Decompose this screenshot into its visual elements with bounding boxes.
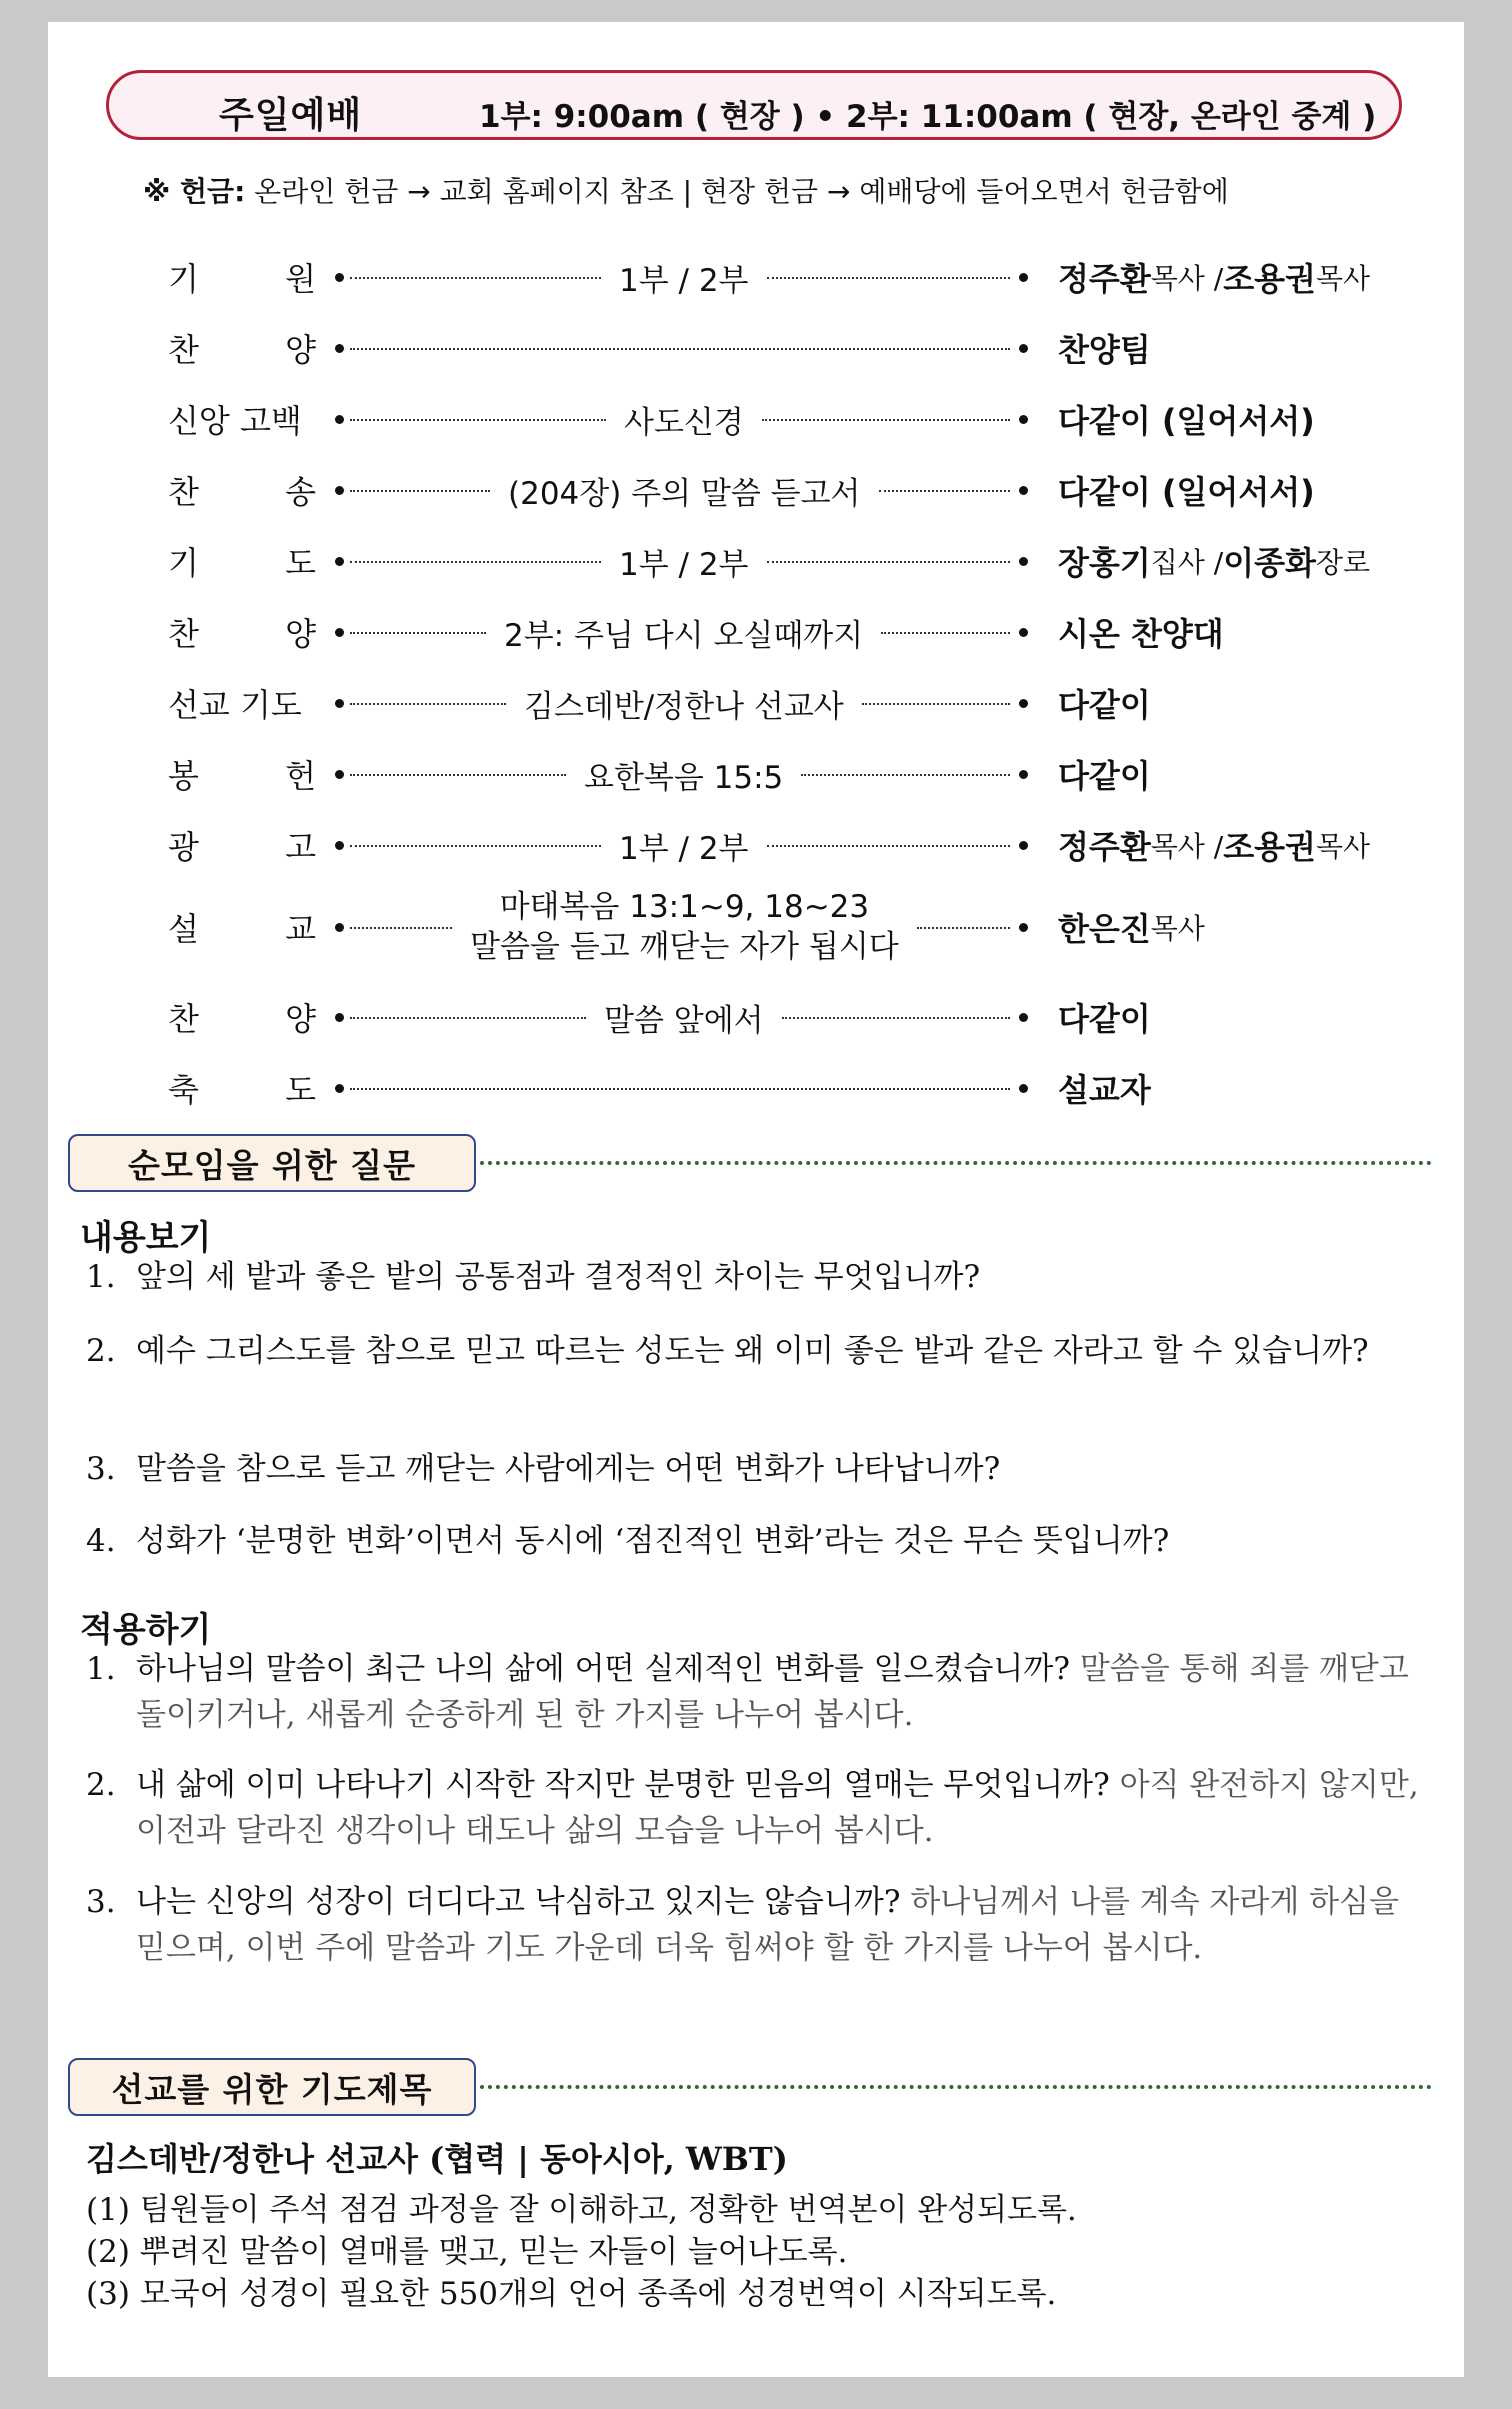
service-row — [48, 744, 1464, 804]
service-item-leader: 찬양팀 — [1058, 331, 1151, 369]
bullet-dot — [1019, 1013, 1028, 1022]
bullet-dot — [335, 486, 344, 495]
section-divider — [480, 2085, 1432, 2089]
service-item-detail: 1부 / 2부 — [619, 546, 749, 583]
dotted-leader — [762, 419, 1010, 421]
dotted-leader — [881, 632, 1010, 634]
dotted-leader — [350, 703, 506, 705]
section-divider — [480, 1161, 1432, 1165]
service-row — [48, 460, 1464, 520]
service-row — [48, 389, 1464, 449]
dotted-leader — [879, 490, 1011, 492]
service-item-label: 선교 기도 — [168, 686, 302, 724]
service-item-detail: 김스데반/정한나 선교사 — [524, 688, 844, 725]
bullet-dot — [335, 628, 344, 637]
service-item-label: 기 도 — [168, 544, 316, 582]
service-item-label: 신앙 고백 — [168, 402, 302, 440]
dotted-leader — [917, 927, 1010, 929]
bullet-dot — [1019, 699, 1028, 708]
bullet-dot — [335, 415, 344, 424]
service-item-label: 찬 양 — [168, 331, 316, 369]
service-row — [48, 887, 1464, 967]
bullet-dot — [1019, 273, 1028, 282]
dotted-leader — [350, 845, 601, 847]
bullet-dot — [335, 770, 344, 779]
review-question: 4. 성화가 ‘분명한 변화’이면서 동시에 ‘점진적인 변화’라는 것은 무슨 뜻입니까? — [86, 1523, 1170, 1559]
bullet-dot — [1019, 344, 1028, 353]
bulletin-page — [48, 22, 1464, 2377]
bullet-dot — [1019, 1084, 1028, 1093]
service-row — [48, 247, 1464, 307]
dotted-leader — [350, 927, 452, 929]
service-item-label: 찬 양 — [168, 615, 316, 653]
service-item-detail: 마태복음 13:1~9, 18~23 말씀을 듣고 깨닫는 자가 됩시다 — [470, 889, 899, 965]
bullet-dot — [1019, 841, 1028, 850]
review-title: 내용보기 — [80, 1218, 212, 1258]
bullet-dot — [335, 557, 344, 566]
apply-question: 3. 나는 신앙의 성장이 더디다고 낙심하고 있지는 않습니까? 하나님께서 나를 계속 자라게 하심을 믿으며, 이번 주에 말씀과 기도 가운데 더욱 힘써야 할 한 가지를 나누어 봅시다. — [86, 1884, 1399, 1966]
worship-times: 1부: 9:00am ( 현장 ) • 2부: 11:00am ( 현장, 온라인 중계 ) — [479, 99, 1377, 135]
dotted-leader — [350, 561, 601, 563]
bullet-dot — [335, 1013, 344, 1022]
dotted-leader — [767, 561, 1011, 563]
bullet-dot — [1019, 770, 1028, 779]
service-item-leader: 시온 찬양대 — [1058, 615, 1224, 653]
dotted-leader — [350, 348, 1010, 350]
mission-section-title: 선교를 위한 기도제목 — [68, 2058, 476, 2116]
apply-question: 1. 하나님의 말씀이 최근 나의 삶에 어떤 실제적인 변화를 일으켰습니까? 말씀을 통해 죄를 깨닫고 돌이키거나, 새롭게 순종하게 된 한 가지를 나누어 봅시다. — [86, 1651, 1409, 1733]
bullet-dot — [1019, 628, 1028, 637]
review-question: 2. 예수 그리스도를 참으로 믿고 따르는 성도는 왜 이미 좋은 밭과 같은 자라고 할 수 있습니까? — [86, 1333, 1369, 1369]
service-row — [48, 1058, 1464, 1118]
dotted-leader — [350, 632, 486, 634]
service-item-detail: (204장) 주의 말씀 듣고서 — [508, 475, 861, 512]
service-item-label: 기 원 — [168, 260, 316, 298]
service-item-leader: 다같이 — [1058, 1000, 1151, 1038]
service-item-detail: 1부 / 2부 — [619, 830, 749, 867]
dotted-leader — [350, 774, 566, 776]
bullet-dot — [1019, 415, 1028, 424]
review-question: 1. 앞의 세 밭과 좋은 밭의 공통점과 결정적인 차이는 무엇입니까? — [86, 1259, 981, 1295]
service-item-label: 설 교 — [168, 910, 316, 948]
service-row — [48, 815, 1464, 875]
service-item-label: 축 도 — [168, 1071, 316, 1109]
bullet-dot — [335, 841, 344, 850]
dotted-leader — [350, 490, 490, 492]
service-item-leader: 다같이 — [1058, 757, 1151, 795]
worship-header — [106, 70, 1402, 140]
prayer-item: (1) 팀원들이 주석 점검 과정을 잘 이해하고, 정확한 번역본이 완성되도록. — [86, 2192, 1077, 2228]
bullet-dot — [335, 1084, 344, 1093]
questions-section-title: 순모임을 위한 질문 — [68, 1134, 476, 1192]
bullet-dot — [1019, 486, 1028, 495]
apply-title: 적용하기 — [80, 1610, 212, 1650]
service-row — [48, 987, 1464, 1047]
dotted-leader — [767, 277, 1011, 279]
dotted-leader — [862, 703, 1010, 705]
prayer-item: (2) 뿌려진 말씀이 열매를 맺고, 믿는 자들이 늘어나도록. — [86, 2234, 848, 2270]
bullet-dot — [335, 699, 344, 708]
service-item-detail: 2부: 주님 다시 오실때까지 — [504, 617, 864, 654]
service-item-leader: 설교자 — [1058, 1071, 1151, 1109]
service-item-leader: 장홍기 집사 / 이종화 장로 — [1058, 544, 1371, 582]
dotted-leader — [767, 845, 1011, 847]
prayer-item: (3) 모국어 성경이 필요한 550개의 언어 종족에 성경번역이 시작되도록. — [86, 2276, 1057, 2312]
service-row — [48, 673, 1464, 733]
service-item-detail: 요한복음 15:5 — [584, 759, 784, 796]
dotted-leader — [350, 277, 601, 279]
service-item-leader: 다같이 — [1058, 686, 1151, 724]
service-item-label: 광 고 — [168, 828, 316, 866]
service-item-leader: 정주환 목사 / 조용권 목사 — [1058, 828, 1371, 866]
bullet-dot — [1019, 557, 1028, 566]
service-item-leader: 다같이 (일어서서) — [1058, 473, 1315, 511]
offering-note — [143, 170, 1229, 210]
bullet-dot — [335, 923, 344, 932]
service-item-leader: 다같이 (일어서서) — [1058, 402, 1315, 440]
service-item-label: 찬 송 — [168, 473, 316, 511]
service-row — [48, 602, 1464, 662]
dotted-leader — [350, 1088, 1010, 1090]
offering-prefix: ※ 헌금: — [143, 175, 246, 208]
missionary-name: 김스데반/정한나 선교사 (협력 | 동아시아, WBT) — [86, 2140, 788, 2178]
review-question: 3. 말씀을 참으로 듣고 깨닫는 사람에게는 어떤 변화가 나타납니까? — [86, 1451, 1001, 1487]
dotted-leader — [350, 1017, 586, 1019]
service-item-label: 봉 헌 — [168, 757, 316, 795]
service-row — [48, 318, 1464, 378]
apply-question: 2. 내 삶에 이미 나타나기 시작한 작지만 분명한 믿음의 열매는 무엇입니까? 아직 완전하지 않지만, 이전과 달라진 생각이나 태도나 삶의 모습을 나누어 봅시다. — [86, 1767, 1419, 1849]
worship-title: 주일예배 — [219, 95, 363, 136]
service-item-detail: 말씀 앞에서 — [604, 1002, 764, 1039]
bullet-dot — [335, 344, 344, 353]
dotted-leader — [350, 419, 606, 421]
dotted-leader — [801, 774, 1010, 776]
bullet-dot — [335, 273, 344, 282]
service-item-leader: 한은진 목사 — [1058, 910, 1205, 948]
service-item-label: 찬 양 — [168, 1000, 316, 1038]
service-item-detail: 사도신경 — [624, 404, 744, 441]
dotted-leader — [782, 1017, 1010, 1019]
bullet-dot — [1019, 923, 1028, 932]
service-item-detail: 1부 / 2부 — [619, 262, 749, 299]
offering-text: 온라인 헌금 → 교회 홈페이지 참조 | 현장 헌금 → 예배당에 들어오면서 헌금함에 — [245, 175, 1229, 208]
service-row — [48, 531, 1464, 591]
service-item-leader: 정주환 목사 / 조용권 목사 — [1058, 260, 1371, 298]
